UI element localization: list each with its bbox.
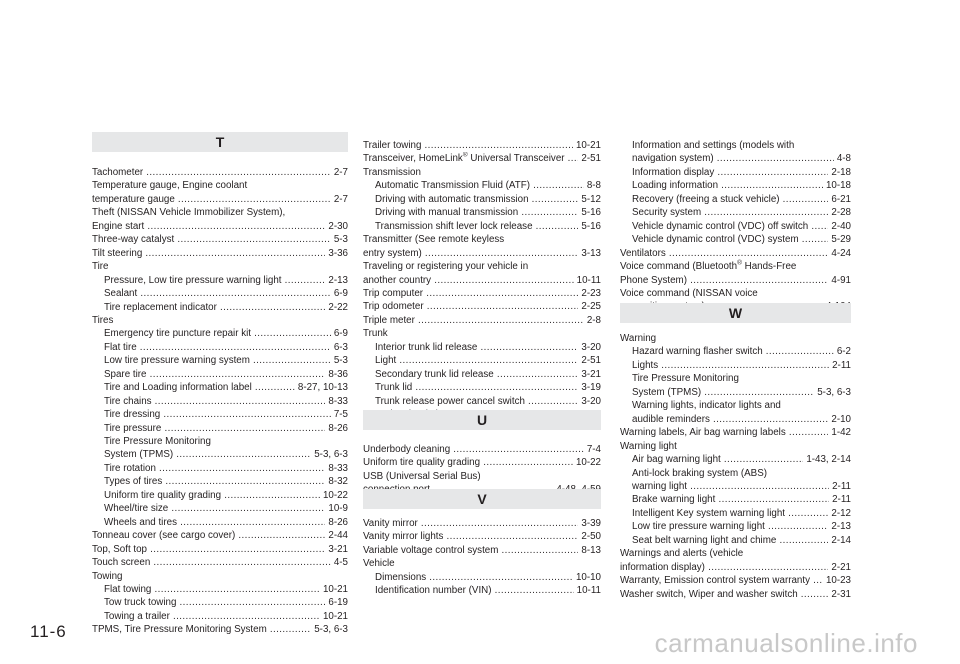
index-entry-page: 10-21 [320,610,348,623]
index-entry-page: 5-3, 6-3 [814,386,851,399]
index-entry [92,529,348,542]
registered-mark: ® [737,259,742,267]
index-entry-page: 2-44 [325,529,348,542]
index-entry [375,584,601,597]
index-entry-text: another country ..... [363,274,601,287]
index-entry-page: 8-13 [578,544,601,557]
index-entry-text: Warnings and alerts (vehicle [620,548,744,560]
index-entry [92,314,348,327]
index-entry [363,260,601,273]
index-entry-text: Tonneau cover (see cargo cover) ..... [92,529,348,542]
index-entry-page: 4-24 [828,247,851,260]
index-entry [104,475,348,488]
index-entry-page: 10-22 [573,456,601,469]
index-entry [375,193,601,206]
index-entry [104,422,348,435]
index-entry-text: Vehicle [363,558,395,570]
index-entry [632,534,851,547]
index-entry-text: Theft (NISSAN Vehicle Immobilizer System), [92,207,286,219]
index-entry-text: entry system) ..... [363,247,601,260]
index-entry-page: 5-29 [828,233,851,246]
index-entry [104,327,348,340]
index-entry [375,341,601,354]
index-entry-text: Phone System) ..... [620,274,851,287]
index-entry-text: Interior trunk lid release ..... [375,341,601,354]
index-entry [104,489,348,502]
index-entry-text: Warning [620,333,657,344]
index-entry-text: Trunk [363,328,388,340]
section-header-w: W [620,303,851,323]
index-entry [92,247,348,260]
index-entry-page: 2-8 [584,314,601,327]
index-entry-text: Triple meter ..... [363,314,601,327]
index-entry [92,260,348,273]
index-entry-text: USB (Universal Serial Bus) [363,470,481,482]
index-entry-text: Tire replacement indicator ..... [104,301,348,314]
index-entry-page: 10-10 [573,571,601,584]
index-entry-text: Transmission [363,166,421,178]
index-entry-page: 8-33 [325,395,348,408]
index-entry-text: Identification number (VIN) ..... [375,584,601,597]
index-entry-page: 4-8 [834,152,851,165]
index-entry-page: 3-13 [578,247,601,260]
page-number: 11-6 [30,622,67,641]
index-entry [104,301,348,314]
index-entry-text: Recovery (freeing a stuck vehicle) ..... [632,193,851,206]
index-entry-text: navigation system) ..... [632,152,851,165]
index-entry [632,233,851,246]
index-entry [620,588,851,601]
index-entry [632,139,851,152]
index-entry-text: Tilt steering ..... [92,247,348,260]
index-entry-page: 2-40 [828,220,851,233]
index-entry-text: Variable voltage control system ..... [363,544,601,557]
index-entry [104,516,348,529]
index-entry-text: Information and settings (models with [632,140,795,151]
index-entry-text: Driving with manual transmission ..... [375,206,601,219]
index-entry [375,381,601,394]
index-entry-page: 1-42 [828,426,851,439]
index-entry-text: Flat tire ..... [104,341,348,354]
index-entry-page: 3-36 [325,247,348,260]
index-entry-page: 2-11 [829,493,851,506]
index-entry [632,520,851,533]
index-entry [632,179,851,192]
index-entry [92,193,348,206]
index-entry-text: Trunk release power cancel switch ..... [375,395,601,408]
index-entry-text: Types of tires ..... [104,475,348,488]
index-entry [363,557,601,570]
index-entry [632,386,851,399]
index-entry [632,359,851,372]
registered-mark: ® [462,152,468,160]
index-entry-page: 5-3, 6-3 [311,623,348,636]
index-entry-page: 1-43, 2-14 [803,453,851,466]
index-entry [363,233,601,246]
index-entry-text: Sealant ..... [104,287,348,300]
index-entry-text: Traveling or registering your vehicle in [363,261,529,273]
index-entry-page: 5-16 [578,220,601,233]
index-entry-text: temperature gauge ..... [92,193,348,206]
index-entry-page: 2-10 [828,413,851,426]
index-entry [375,571,601,584]
index-entry [632,193,851,206]
section-header-u: U [363,410,601,430]
index-entry-page: 5-3 [331,233,348,246]
index-entry-text: Air bag warning light ..... [632,453,851,466]
index-entry-text: Towing [92,570,123,582]
index-entry-text: Trip computer ..... [363,287,601,300]
index-entry-text: Engine start ..... [92,220,348,233]
index-entry-text: Trip odometer ..... [363,300,601,313]
index-entry [363,470,601,483]
watermark: carmanualsonline.info [654,628,918,658]
index-entry [104,354,348,367]
index-entry [620,247,851,260]
index-entry-text: Tires [92,314,114,326]
index-entry-text: Uniform tire quality grading ..... [104,489,348,502]
index-entry [104,448,348,461]
index-entry-text: Towing a trailer ..... [104,610,348,623]
index-entry-text: Wheel/tire size ..... [104,502,348,515]
index-entry-text: Spare tire ..... [104,368,348,381]
index-entry-page: 3-39 [578,517,601,530]
index-entry [632,166,851,179]
index-entry-text: Underbody cleaning ..... [363,443,601,456]
index-entry [104,462,348,475]
index-entry [104,395,348,408]
index-entry [375,206,601,219]
index-entry-page: 2-28 [828,206,851,219]
index-entry-page: 2-22 [325,301,348,314]
index-entry [104,408,348,421]
index-entry-page: 2-30 [325,220,348,233]
index-entry-text: Secondary trunk lid release ..... [375,368,601,381]
index-entry-page: 8-33 [325,462,348,475]
index-entry [363,152,601,165]
index-entry-text: Loading information ..... [632,179,851,192]
index-entry [92,570,348,583]
index-entry-text: Vehicle dynamic control (VDC) off switch ..... [632,220,851,233]
index-entry [92,166,348,179]
index-entry [92,220,348,233]
index-entry-text: Temperature gauge, Engine coolant [92,180,248,192]
index-entry [620,574,851,587]
index-entry-page: 4-5 [331,556,348,569]
index-entry-page: 3-20 [578,341,601,354]
index-entry [375,354,601,367]
index-entry-page: 8-26 [325,422,348,435]
index-entry [632,467,851,480]
index-entry-text: Hazard warning flasher switch ..... [632,345,851,358]
index-entry-text: Trunk lid ..... [375,381,601,394]
index-entry [632,220,851,233]
index-entry [620,547,851,560]
index-entry [104,502,348,515]
index-entry-text: Automatic Transmission Fluid (ATF) ..... [375,179,601,192]
index-entry [92,206,348,219]
section-header-v: V [363,489,601,509]
index-entry-page: 8-32 [325,475,348,488]
index-entry-text: Touch screen ..... [92,556,348,569]
index-entry [92,556,348,569]
index-entry [375,368,601,381]
index-entry-page: 6-2 [834,345,851,358]
index-entry [92,179,348,192]
index-entry [363,456,601,469]
index-entry [363,274,601,287]
index-entry [363,517,601,530]
index-entry-page: 5-12 [578,193,601,206]
index-entry-page: 6-3 [331,341,348,354]
index-entry-page: 2-13 [828,520,851,533]
index-entry [104,596,348,609]
index-entry [632,507,851,520]
index-entry [92,623,348,636]
index-entry-page: 3-21 [578,368,601,381]
index-entry [375,220,601,233]
index-entry-text: Trailer towing ..... [363,139,601,152]
index-entry-page: 6-21 [828,193,851,206]
index-entry-page: 2-12 [828,507,851,520]
index-entry-text: System (TPMS) ..... [632,386,851,399]
index-entry-text: Tire chains ..... [104,395,348,408]
index-entry-text: Light ..... [375,354,601,367]
index-entry-page: 10-22 [320,489,348,502]
index-entry-text: Vanity mirror ..... [363,517,601,530]
index-entry [620,426,851,439]
index-entry-page: 10-9 [325,502,348,515]
index-entry-text: Warning labels, Air bag warning labels ..... [620,426,851,439]
index-entry-text: Low tire pressure warning light ..... [632,520,851,533]
index-entry [632,399,851,412]
index-entry-text: Warning light [620,440,677,452]
index-entry-page: 2-18 [828,166,851,179]
index-entry-text: Tire dressing ..... [104,408,348,421]
index-entry [92,233,348,246]
index-entry-page: 2-7 [331,193,348,206]
index-entry-text: Dimensions ..... [375,571,601,584]
index-entry-page: 7-5 [331,408,348,421]
index-entry-text: Tachometer ..... [92,166,348,179]
index-entry-text: Transmission shift lever lock release ..... [375,220,601,233]
index-entry-page: 5-16 [578,206,601,219]
index-entry [620,274,851,287]
index-entry-text: Vanity mirror lights ..... [363,530,601,543]
index-entry-text: Lights ..... [632,359,851,372]
index-entry-page: 10-21 [320,583,348,596]
index-entry-text: Tire and Loading information label ..... [104,381,348,394]
index-entry-text: Information display ..... [632,166,851,179]
index-entry-page: 6-9 [331,287,348,300]
index-entry-text: information display) ..... [620,561,851,574]
index-entry-text: Transmitter (See remote keyless [363,234,505,246]
index-entry [363,544,601,557]
index-entry-page: 2-11 [829,480,851,493]
index-entry-text: Security system ..... [632,206,851,219]
index-entry-page: 6-19 [325,596,348,609]
index-entry-page: 2-14 [828,534,851,547]
index-entry-page: 8-36 [325,368,348,381]
index-entry [363,166,601,179]
index-entry-page: 8-8 [584,179,601,192]
index-entry [104,287,348,300]
index-entry [632,413,851,426]
index-entry [363,139,601,152]
index-entry-text: Tire Pressure Monitoring [104,436,211,447]
index-entry [375,179,601,192]
index-entry-text: TPMS, Tire Pressure Monitoring System ..... [92,623,348,636]
index-entry [620,287,851,300]
index-entry [104,274,348,287]
index-entry-page: 2-11 [829,359,851,372]
index-entry [92,543,348,556]
index-entry-text: Pressure, Low tire pressure warning light ..... [104,274,348,287]
index-entry [363,287,601,300]
index-entry-page: 2-51 [578,354,601,367]
index-entry-text: Warning lights, indicator lights and [632,400,781,412]
index-entry [363,443,601,456]
index-entry-text: warning light ..... [632,480,851,493]
index-entry [363,300,601,313]
index-entry [104,583,348,596]
index-entry-text: Top, Soft top ..... [92,543,348,556]
index-entry-text: Tire pressure ..... [104,422,348,435]
index-entry-page: 8-27, 10-13 [295,381,348,394]
index-entry [632,206,851,219]
index-entry-page: 10-18 [823,179,851,192]
index-entry [632,152,851,165]
index-entry-text: Tire Pressure Monitoring [632,373,739,385]
index-entry-text: Three-way catalyst ..... [92,233,348,246]
index-entry-page: 2-21 [828,561,851,574]
index-entry-page: 2-23 [578,287,601,300]
index-entry [620,332,851,345]
index-entry [632,453,851,466]
index-entry-page: 8-26 [325,516,348,529]
index-entry [104,368,348,381]
index-entry-text: Ventilators ..... [620,247,851,260]
index-entry-text: Flat towing ..... [104,583,348,596]
index-entry [632,372,851,385]
index-entry-text: Tow truck towing ..... [104,596,348,609]
index-entry [104,610,348,623]
index-entry [104,341,348,354]
index-entry [104,381,348,394]
index-entry-text: Tire rotation ..... [104,462,348,475]
index-entry-page: 3-20 [578,395,601,408]
index-entry [363,247,601,260]
index-entry-page: 2-25 [578,300,601,313]
index-entry-page: 3-19 [578,381,601,394]
index-entry-page: 6-9 [331,327,348,340]
index-entry [632,345,851,358]
index-entry-text: Tire [92,261,109,273]
index-entry-text: Low tire pressure warning system ..... [104,354,348,367]
index-entry-page: 5-3, 6-3 [311,448,348,461]
index-entry-text: Warranty, Emission control system warranty ..... [620,574,851,587]
index-entry-text: Emergency tire puncture repair kit ..... [104,327,348,340]
index-entry [104,435,348,448]
index-entry-text: audible reminders ..... [632,413,851,426]
section-header-t: T [92,132,348,152]
index-entry-text: Voice command (Bluetooth® Hands-Free [620,259,797,273]
index-entry-page: 10-11 [574,584,601,597]
index-entry-page: 5-3 [331,354,348,367]
index-entry [363,530,601,543]
index-entry [620,260,851,273]
index-entry [620,561,851,574]
index-entry-page: 2-51 [578,152,601,165]
index-entry-text: Anti-lock braking system (ABS) [632,467,768,479]
index-entry-page: 7-4 [584,443,601,456]
index-entry-page: 2-50 [578,530,601,543]
index-entry-page: 4-91 [828,274,851,287]
index-entry-page: 2-31 [828,588,851,601]
index-entry-text: Seat belt warning light and chime ..... [632,534,851,547]
index-entry [620,440,851,453]
index-entry-page: 10-21 [573,139,601,152]
index-entry-page: 3-21 [325,543,348,556]
index-entry-text: Voice command (NISSAN voice [620,287,758,299]
index-entry [363,327,601,340]
index-entry-text: Intelligent Key system warning light ..... [632,507,851,520]
index-entry [375,395,601,408]
index-entry-text: Driving with automatic transmission ..... [375,193,601,206]
index-entry-page: 2-13 [325,274,348,287]
index-entry-text: System (TPMS) ..... [104,448,348,461]
index-entry [632,480,851,493]
index-entry-text: Brake warning light ..... [632,493,851,506]
index-entry-text: Transceiver, HomeLink® Universal Transceiver ..... [363,152,601,165]
index-entry-text: Washer switch, Wiper and washer switch ..... [620,588,851,601]
index-entry [363,314,601,327]
index-entry [632,493,851,506]
index-entry-text: Uniform tire quality grading ..... [363,456,601,469]
index-entry-page: 2-7 [331,166,348,179]
index-entry-text: Wheels and tires ..... [104,516,348,529]
index-entry-text: Vehicle dynamic control (VDC) system ..... [632,233,851,246]
index-entry-page: 10-11 [574,274,601,287]
index-entry-page: 10-23 [823,574,851,587]
